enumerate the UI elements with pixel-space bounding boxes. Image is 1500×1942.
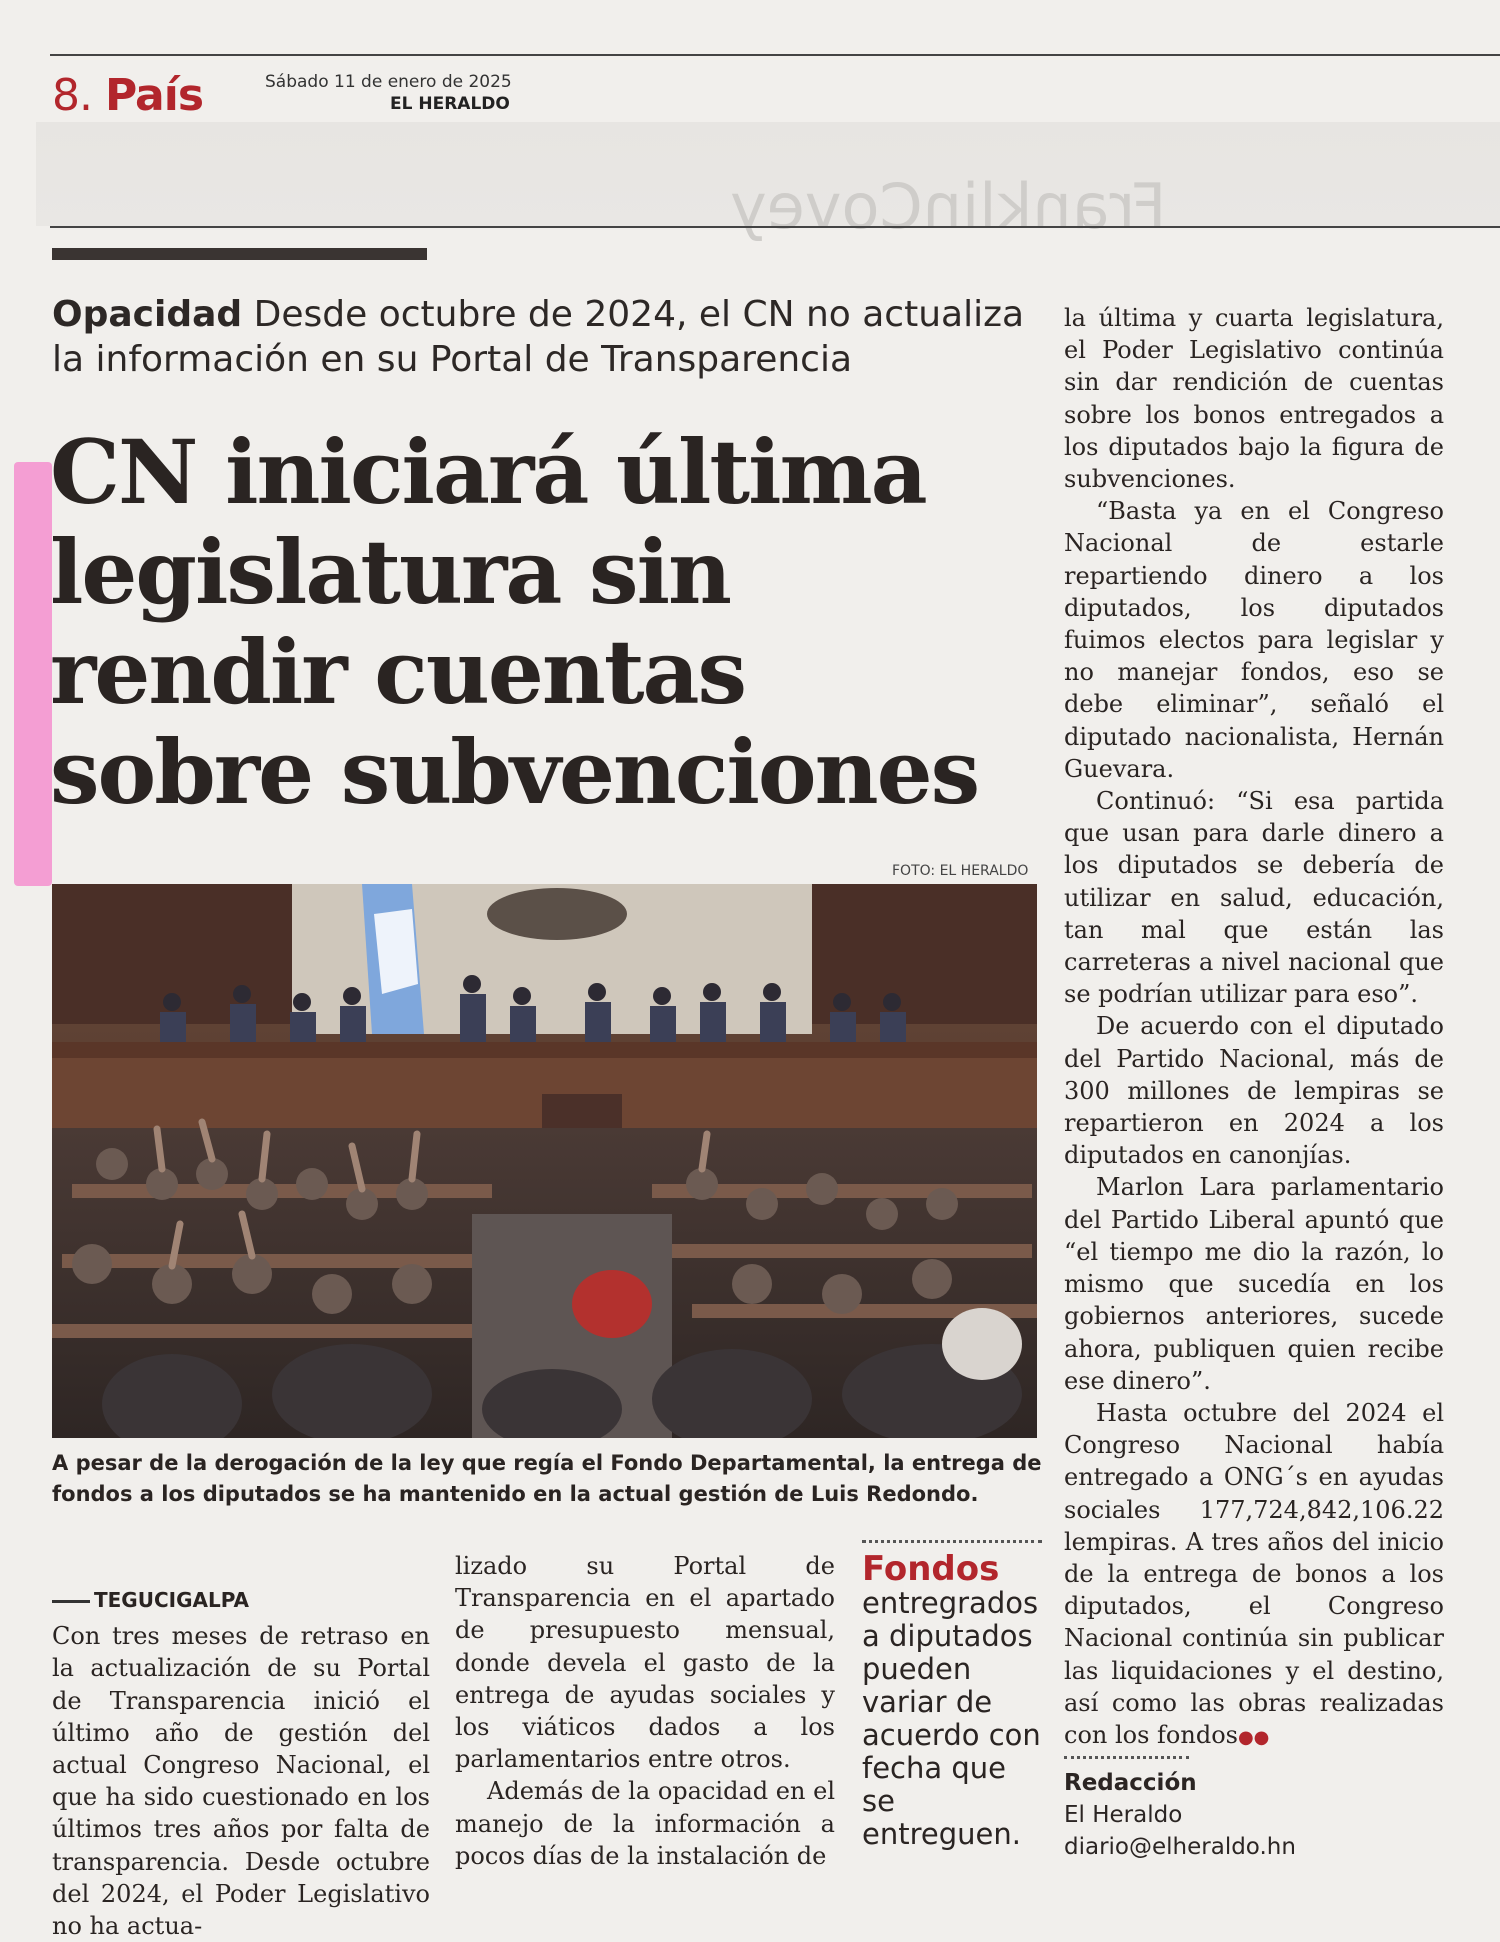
column-2 xyxy=(455,1550,835,1872)
dateline-text: TEGUCIGALPA xyxy=(94,1588,250,1612)
headline-line: sobre subvenciones xyxy=(50,720,979,824)
sidebar-title: Fondos xyxy=(862,1549,1000,1589)
column-1 xyxy=(52,1584,430,1942)
photo-credit: FOTO: EL HERALDO xyxy=(892,863,1029,879)
kicker-text: Desde octubre de 2024, el CN no actualiza la información en su Portal de Transparencia xyxy=(52,294,1025,380)
headline-line: legislatura sin xyxy=(50,520,730,624)
sidebar-fact xyxy=(862,1540,1042,1851)
dotted-rule xyxy=(862,1540,1042,1543)
dateline xyxy=(52,1584,430,1616)
paragraph: Con tres meses de retraso en la actualización de su Portal de Transparencia inició el último año de gestión del actual Congreso Nacional, el que ha sido cuestionado en los últimos tres años por falta de transparencia. Desde octubre del 2024, el Poder Legislativo no ha actua- xyxy=(52,1622,430,1941)
column-3 xyxy=(1064,302,1444,1754)
dotted-rule xyxy=(1064,1756,1189,1759)
kicker-label: Opacidad xyxy=(52,294,243,335)
byline-role: Redacción xyxy=(1064,1770,1197,1796)
highlighter-mark xyxy=(14,462,52,886)
kicker xyxy=(52,292,1042,382)
byline-outlet: El Heraldo xyxy=(1064,1802,1183,1828)
headline-line: CN iniciará última xyxy=(50,420,926,524)
paragraph: “Basta ya en el Congreso Nacional de estarle repartiendo dinero a los diputados, los diputados fuimos electos para legislar y no manejar fondos, eso se debe eliminar”, señaló el diputado nacionalista, Hernán Guevara. xyxy=(1064,497,1444,783)
paragraph: Marlon Lara parlamentario del Partido Liberal apuntó que “el tiempo me dio la razón, lo mismo que sucedía en los gobiernos anteriores, sucede ahora, publiquen quien recibe ese dinero”. xyxy=(1064,1173,1444,1395)
byline xyxy=(1064,1756,1404,1863)
section-bar xyxy=(52,248,427,260)
congress-session-photo xyxy=(52,884,1037,1438)
newspaper-name: EL HERALDO xyxy=(390,94,510,114)
issue-date: Sábado 11 de enero de 2025 xyxy=(265,72,512,92)
headline xyxy=(50,422,1040,822)
top-rule xyxy=(50,54,1500,56)
page-header xyxy=(52,70,203,121)
paragraph-last xyxy=(1064,1397,1444,1754)
paragraph: lizado su Portal de Transparencia en el apartado de presupuesto mensual, donde devela el gasto de la entrega de ayudas sociales y los viáticos dados a los parlamentarios entre otros. xyxy=(455,1552,835,1774)
byline-email: diario@elheraldo.hn xyxy=(1064,1834,1296,1860)
header-rule xyxy=(50,226,1500,228)
headline-line: rendir cuentas xyxy=(50,620,746,724)
bleed-through-brand: FranklinCovey xyxy=(730,170,1167,243)
end-mark-icon: ●● xyxy=(1237,1726,1270,1748)
paragraph: la última y cuarta legislatura, el Poder Legislativo continúa sin dar rendición de cuentas sobre los bonos entregados a los diputados bajo la figura de subvenciones. xyxy=(1064,304,1444,494)
paragraph-text: Hasta octubre del 2024 el Congreso Nacional había entregado a ONG´s en ayudas sociales 177,724,842,106.22 lempiras. A tres años del inicio de la entrega de bonos a los diputados, el Congreso Nacional continúa sin publicar las liquidaciones y el destino, así como las obras realizadas con los fondos xyxy=(1064,1398,1444,1749)
paragraph: De acuerdo con el diputado del Partido Nacional, más de 300 millones de lempiras se repartieron en 2024 a los diputados en canonjías. xyxy=(1064,1012,1444,1170)
section-name: País xyxy=(104,70,204,121)
page-number: 8. xyxy=(52,70,92,121)
paragraph: Además de la opacidad en el manejo de la información a pocos días de la instalación de xyxy=(455,1777,835,1870)
paragraph: Continuó: “Si esa partida que usan para darle dinero a los diputados se debería de utilizar en salud, educación, tan mal que están las carreteras a nivel nacional que se podrían utilizar para eso”. xyxy=(1064,787,1444,1009)
sidebar-text: entregrados a diputados pueden variar de acuerdo con fecha que se entreguen. xyxy=(862,1586,1041,1851)
photo-caption: A pesar de la derogación de la ley que regía el Fondo Departamental, la entrega de fondos a los diputados se ha mantenido en la actual gestión de Luis Redondo. xyxy=(52,1451,1042,1506)
